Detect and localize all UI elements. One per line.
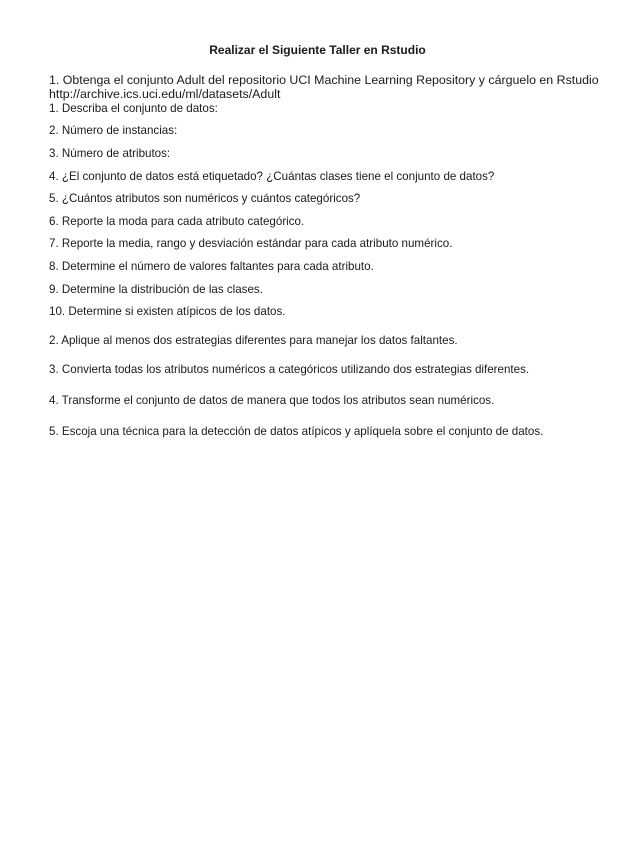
intro-step-text: 1. Obtenga el conjunto Adult del repositorio UCI Machine Learning Repository y cárguelo en Rstudio [49,73,599,87]
item-missing-strategies: 2. Aplique al menos dos estrategias diferentes para manejar los datos faltantes. [49,334,458,347]
subitem-statistics: 7. Reporte la media, rango y desviación estándar para cada atributo numérico. [49,237,453,250]
subitem-outliers: 10. Determine si existen atípicos de los datos. [49,305,286,318]
subitem-attributes: 3. Número de atributos: [49,147,171,160]
item-outlier-detection: 5. Escoja una técnica para la detección de datos atípicos y aplíquela sobre el conjunto de datos. [49,425,544,438]
subitem-class-distribution: 9. Determine la distribución de las clases. [49,283,263,296]
subitem-mode: 6. Reporte la moda para cada atributo categórico. [49,215,305,228]
document-title: Realizar el Siguiente Taller en Rstudio [209,43,426,57]
item-discretization: 3. Convierta todas los atributos numéricos a categóricos utilizando dos estrategias diferentes. [49,363,530,376]
subitem-labeled: 4. ¿El conjunto de datos está etiquetado? ¿Cuántas clases tiene el conjunto de datos? [49,170,495,183]
subitem-describe: 1. Describa el conjunto de datos: [49,102,218,115]
subitem-attribute-types: 5. ¿Cuántos atributos son numéricos y cuántos categóricos? [49,192,361,205]
subitem-missing-values: 8. Determine el número de valores faltantes para cada atributo. [49,260,374,273]
subitem-instances: 2. Número de instancias: [49,124,178,137]
item-numeric-transform: 4. Transforme el conjunto de datos de manera que todos los atributos sean numéricos. [49,394,495,407]
dataset-url: http://archive.ics.uci.edu/ml/datasets/Adult [49,87,281,101]
